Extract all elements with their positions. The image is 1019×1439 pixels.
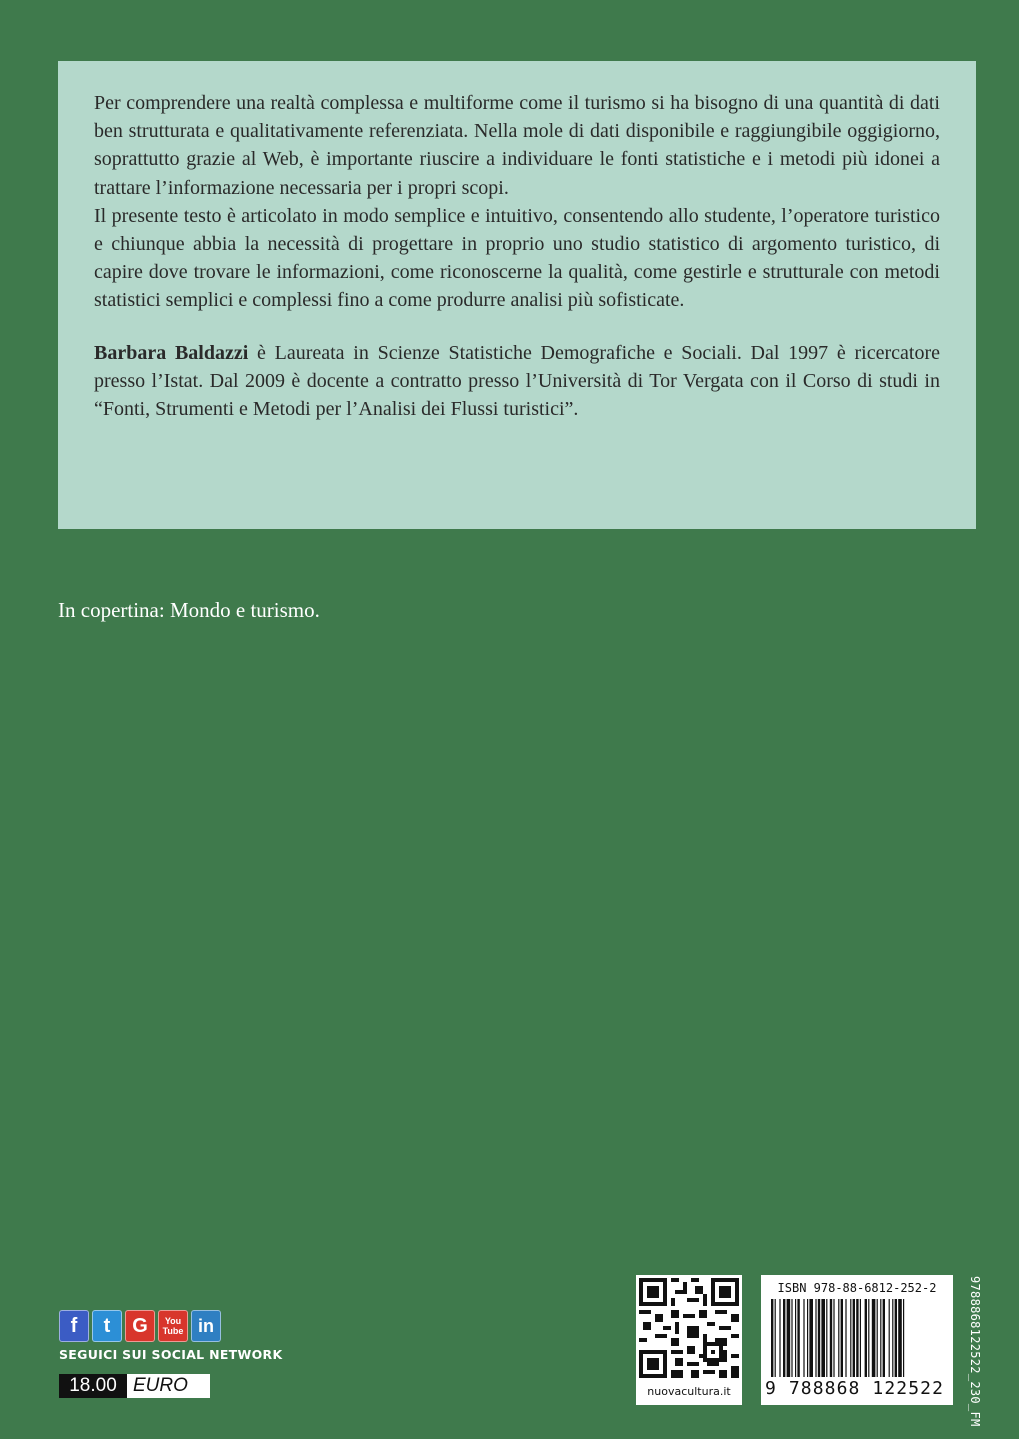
author-name: Barbara Baldazzi bbox=[94, 341, 249, 364]
twitter-icon[interactable]: t bbox=[92, 1310, 122, 1342]
social-caption: SEGUICI SUI SOCIAL NETWORK bbox=[59, 1347, 283, 1362]
barcode-block bbox=[761, 1275, 953, 1405]
linkedin-icon[interactable]: in bbox=[191, 1310, 221, 1342]
cover-note: In copertina: Mondo e turismo. bbox=[58, 598, 320, 622]
author-bio bbox=[94, 339, 940, 424]
qr-code[interactable] bbox=[639, 1278, 739, 1378]
google-icon[interactable]: G bbox=[125, 1310, 155, 1342]
back-cover-blurb bbox=[58, 61, 976, 529]
blurb-paragraph-1: Per comprendere una realtà complessa e multiforme come il turismo si ha bisogno di una quantità di dati ben strutturata e qualitativamente referenziata. Nella mole di dati disponibile e raggiungibile oggigiorno, soprattutto grazie al Web, è importante riuscire a individuare le fonti statistiche e i metodi più idonei a trattare l’informazione necessaria per i propri scopi. bbox=[94, 92, 940, 199]
youtube-icon[interactable]: You Tube bbox=[158, 1310, 188, 1342]
qr-code-block bbox=[636, 1275, 742, 1405]
qr-caption: nuovacultura.it bbox=[647, 1385, 731, 1398]
price-tag bbox=[59, 1374, 210, 1398]
blurb-paragraph-2: Il presente testo è articolato in modo semplice e intuitivo, consentendo allo studente, l’operatore turistico e chiunque abbia la necessità di progettare in proprio uno studio statistico di argomento turistico, di capire dove trovare le informazioni, come riconoscerne la qualità, come gestirle e strutturale con metodi statistici semplici e complessi fino a come produrre analisi più sofisticate. bbox=[94, 204, 940, 312]
price-currency: EURO bbox=[127, 1374, 210, 1398]
social-icons bbox=[59, 1310, 221, 1342]
barcode-digits: 9 788868 122522 bbox=[765, 1378, 945, 1399]
barcode bbox=[769, 1299, 947, 1379]
isbn-number: ISBN 978-88-6812-252-2 bbox=[777, 1281, 937, 1295]
side-product-code: 9788868122522_230_FM bbox=[968, 1276, 982, 1427]
facebook-icon[interactable]: f bbox=[59, 1310, 89, 1342]
price-value: 18.00 bbox=[59, 1374, 127, 1398]
author-bio-text: è Laureata in Scienze Statistiche Demografiche e Sociali. Dal 1997 è ricercatore presso l’Istat. Dal 2009 è docente a contratto presso l’Università di Tor Vergata con il Corso di studi in “Fonti, Strumenti e Metodi per l’Analisi dei Flussi turistici”. bbox=[94, 341, 940, 421]
